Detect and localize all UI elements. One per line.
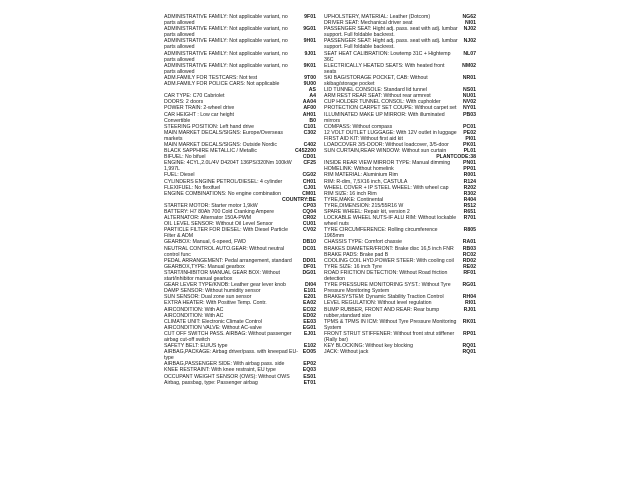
option-code: A4 (309, 93, 316, 100)
option-code: AA04 (302, 99, 316, 106)
option-code: E201 (303, 294, 316, 301)
option-code: PL01 (463, 148, 476, 155)
option-code: 9J01 (304, 50, 316, 57)
option-code: ET01 (303, 379, 316, 386)
option-description: CUT OFF SWITCH PASS. AIRBAG: Without passenger airbag cut-off switch (164, 330, 292, 343)
option-code: NV02 (463, 99, 476, 106)
option-row (324, 319, 476, 331)
option-description: RIM: R-dim, 7,5X16 inch, CASTULA (324, 178, 408, 185)
option-code: EE03 (303, 318, 316, 325)
option-code: 9H01 (303, 38, 316, 45)
option-code: C101 (303, 123, 316, 130)
option-description: TYRE PRESSURE MONITORING SYST.: Without Tyre Pressure Monitoring System (324, 282, 451, 295)
option-row (324, 51, 476, 63)
option-description: SPARE WHEEL: Repair kit, version 2 (324, 209, 410, 215)
option-code: RQ01 (462, 343, 476, 350)
option-description: ADM.FAMILY FOR POLICE CARS: Not applicable (164, 81, 280, 88)
option-code: C452200 (294, 148, 316, 155)
option-code: RE02 (463, 263, 476, 270)
option-code: RP01 (463, 330, 476, 337)
option-description: SAFETY BELT: EU/US type (164, 343, 228, 350)
option-description: CYLINDERS ENGINE PETROL/DIESEL: 4 cylinder (164, 178, 283, 185)
option-description: JACK: Without jack (324, 349, 369, 356)
option-description: STARTER MOTOR: Starter motor 1,9kW (164, 202, 258, 209)
option-description: TYRE CIRCUMFERENCE: Rolling circumference 1965mm (324, 227, 438, 240)
option-code: 9F01 (304, 14, 316, 20)
option-code: EQ03 (302, 367, 316, 374)
option-row (324, 112, 476, 124)
option-code: CF25 (303, 160, 316, 167)
option-description: SEAT HEAT CALIBRATION: Lowtemp 31C + Hightemp 36C (324, 50, 451, 63)
option-description: KNEE RESTRAINT: With knee restraint, EU type (164, 367, 276, 374)
option-code: RQ01 (462, 349, 476, 356)
option-row (324, 270, 476, 282)
option-description: BATTERY: H7 80Ah 700 Cold Cranking Ampere (164, 209, 274, 215)
option-code: PN01 (463, 160, 476, 167)
option-description: PASSENGER SEAT: Hight adj. pass. seat with adj. lumbar support. Full foldable backrest. (324, 26, 458, 39)
option-description: CHASSIS TYPE: Comfort chassie (324, 239, 403, 246)
option-description: ADMINISTRATIVE FAMILY: Not applicable variant, no parts allowed (164, 14, 288, 27)
option-code: NS01 (463, 87, 476, 94)
option-description: HOMELINK: Without homelink (324, 166, 394, 173)
option-code-sheet (164, 14, 476, 474)
option-code: R701 (463, 215, 476, 222)
option-description: NEUTRAL CONTROL AUTO.GEAR: Without neutral control func (164, 245, 285, 258)
option-code: RF01 (463, 269, 476, 276)
option-row (324, 215, 476, 227)
option-code: R404 (463, 196, 476, 203)
option-code: NU01 (462, 93, 476, 100)
option-description: ROAD FRICTION DETECTION: Without Road friction detection (324, 269, 448, 283)
option-description: PEDAL ARRANGEMENT: Pedal arrangement, standard (164, 257, 292, 264)
option-code: PK01 (463, 141, 476, 148)
option-code: CD01 (302, 154, 316, 161)
option-row (164, 270, 316, 282)
option-code: NJ02 (463, 38, 476, 45)
option-description: CAR TYPE: C70 Cabriolet (164, 93, 225, 100)
option-code: COUNTRY:BE (281, 196, 316, 203)
option-description: DAMP SENSOR: Without humidity sensor (164, 288, 261, 295)
option-code: CJ01 (303, 184, 316, 191)
option-description: SKI BAG/STORAGE POCKET, CAB: Without skibag/storage pocket (324, 74, 428, 88)
option-code: E102 (303, 343, 316, 350)
option-code: CV02 (303, 227, 316, 234)
option-row (324, 282, 476, 294)
option-row (164, 81, 316, 87)
option-code: RG01 (462, 282, 476, 289)
option-description: OIL LEVEL SENSOR: Without Oil Level Sensor (164, 221, 273, 228)
option-row (324, 227, 476, 239)
option-description: CLIMATE UNIT: Electronic Climate Control (164, 318, 262, 325)
option-code: EG01 (302, 324, 316, 331)
option-code: ED02 (303, 312, 316, 319)
option-code: NY01 (463, 105, 476, 112)
option-description: PASSENGER SEAT: Hight adj. pass. seat with adj. lumbar support. Full foldable backrest. (324, 38, 458, 51)
option-description: MAIN MARKET DECALS/SIGNS: Outside Nordic (164, 141, 277, 148)
option-row (164, 38, 316, 50)
option-description: AIRCONDITION VALVE: Without AC-valve (164, 324, 262, 331)
right-column (324, 14, 476, 355)
option-description: DRIVER SEAT: Mechanical driver seat (324, 20, 413, 27)
option-code: CH01 (302, 178, 316, 185)
option-description: UPHOLSTERY, MATERIAL: Leather (Dotcom) (324, 14, 431, 20)
option-code: CG02 (302, 172, 316, 179)
option-code: NR01 (462, 74, 476, 81)
option-row (164, 130, 316, 142)
option-code: NM02 (462, 62, 476, 69)
option-description: BRAKESYSTEM: Dynamic Stability Traction Control (324, 294, 444, 301)
option-code: DC01 (302, 245, 316, 252)
option-code: AS (308, 87, 316, 94)
option-code: R202 (463, 184, 476, 191)
option-description: LOADCOVER 3/5-DOOR: Without loadcover, 3/5-door (324, 141, 449, 148)
option-description: WHEEL COVER + IP STEEL WHEEL: With wheel cap (324, 184, 449, 191)
option-row (164, 26, 316, 38)
option-code: RC02 (462, 251, 476, 258)
option-description: RIM SIZE: 16 inch Rim (324, 190, 377, 197)
option-code: C302 (303, 129, 316, 136)
option-description: ADM.FAMILY FOR TESTCARS: Not test (164, 74, 258, 81)
option-row (164, 380, 316, 386)
option-code: AF00 (303, 105, 316, 112)
option-description: AIRCONDITION: With AC (164, 306, 224, 313)
option-description: PROTECTION CARPET SET COUPE: Without carpet set (324, 105, 457, 112)
option-code: DB10 (302, 239, 316, 246)
option-code: DF01 (303, 263, 316, 270)
option-code: AH01 (302, 111, 316, 118)
option-code: B0 (309, 117, 316, 124)
option-row (164, 63, 316, 75)
option-description: LID TUNNEL CONSOLE: Standard lid tunnel (324, 87, 427, 94)
option-description: DOORS: 2 doors (164, 99, 204, 106)
option-description: ILLUMINATED MAKE UP MIRROR: With illuminated mirrors (324, 111, 445, 124)
option-code: RA01 (462, 239, 476, 246)
option-code: R124 (463, 178, 476, 185)
left-column (164, 14, 316, 386)
option-code: PE02 (463, 129, 476, 136)
option-description: POWER TRAIN: 2-wheel drive (164, 105, 235, 112)
option-description: CAR HEIGHT : Low car height (164, 111, 234, 118)
option-description: BLACK SAPPHIRE METALLIC / Metallic (164, 148, 258, 155)
option-description: CUP HOLDER TUNNEL CONSOL: With cupholder (324, 99, 441, 106)
option-description: FUEL: Diesel (164, 172, 195, 179)
option-code: ES01 (303, 373, 316, 380)
option-code: RH04 (462, 294, 476, 301)
option-description: START/INHIBITOR MANUAL GEAR BOX: Without start/inhibitor manual gearbox (164, 269, 280, 283)
option-description: COOLING COIL HYD.POWER STEER: With cooling coil (324, 257, 454, 264)
option-description: TPMS & TPMS IN ICM: Without Tyre Pressure Monitoring System (324, 318, 457, 331)
option-code: EO05 (302, 349, 316, 356)
option-code: DI04 (305, 282, 316, 289)
option-row (324, 349, 476, 355)
option-code: EJ01 (303, 330, 316, 337)
option-row (324, 26, 476, 38)
option-description: OCCUPANT WEIGHT SENSOR (OWS): Without OWS (164, 373, 290, 380)
option-description: ELECTRICALLY HEATED SEATS: With heated front seats (324, 62, 445, 75)
option-code: EA02 (303, 300, 316, 307)
option-row (164, 246, 316, 258)
option-description: BUMP RUBBER, FRONT AND REAR: Rear bump rubber,standard size (324, 306, 440, 319)
option-code: R651 (463, 209, 476, 215)
option-description: SUN SENSOR: Dual zone sun sensor (164, 294, 252, 301)
option-code: PLANTCODE:38 (436, 154, 476, 161)
option-code: NG62 (462, 14, 476, 20)
option-code: NL07 (463, 50, 476, 57)
option-description: FLEXIFUEL: No flexifuel (164, 184, 221, 191)
option-code: CU01 (302, 221, 316, 228)
option-description: LOCKABLE WHEEL NUTS-IF ALU RIM: Without lockable wheel nuts (324, 215, 457, 228)
option-code: R001 (463, 172, 476, 179)
option-code: PB03 (463, 111, 476, 118)
option-description: Airbag, passbag, type: Passenger airbag (164, 379, 258, 386)
option-description: ADMINISTRATIVE FAMILY: Not applicable variant, no parts allowed (164, 38, 288, 51)
option-description: ARM REST REAR SEAT: Without rear armrest (324, 93, 431, 100)
option-description: KEY BLOCKING: Without key blocking (324, 343, 413, 350)
option-description: STEERING POSITION: Left hand drive (164, 123, 254, 130)
option-row (324, 63, 476, 75)
option-description: AIRCONDITION: With AC (164, 312, 224, 319)
option-code: NJ02 (463, 26, 476, 33)
option-description: GEARBOX: Manual, 6-speed, FWD (164, 239, 246, 246)
option-row (164, 227, 316, 239)
option-code: PI01 (465, 135, 476, 142)
option-code: C402 (303, 141, 316, 148)
option-code: RB03 (462, 245, 476, 252)
option-description: GEAR LEVER TYPE/KNOB: Leather gear lever knob (164, 282, 286, 289)
option-description: BRAKES DIAMETER/FRONT: Brake disc 16,5 inch FNR (324, 245, 454, 252)
option-code: DG01 (302, 269, 316, 276)
option-description: COMPASS: Without compass (324, 123, 393, 130)
option-description: 12 VOLT OUTLET LUGGAGE: With 12V outlet in luggage (324, 129, 457, 136)
option-description: ENGINE: 4CYL,2.0L/4V D4204T 136PS/320Nm 100kW 1,997L (164, 160, 292, 173)
option-description: ADMINISTRATIVE FAMILY: Not applicable variant, no parts allowed (164, 50, 288, 63)
option-code: CQ04 (302, 209, 316, 215)
option-row (324, 307, 476, 319)
option-code: CP03 (303, 202, 316, 209)
option-code: RK01 (462, 318, 476, 325)
option-description: Convertible (164, 117, 191, 124)
option-description: ADMINISTRATIVE FAMILY: Not applicable variant, no parts allowed (164, 62, 288, 75)
option-description: TYRE,MAKE: Continental (324, 196, 384, 203)
option-code: RD02 (462, 257, 476, 264)
option-description: AIRBAG,PACKAGE: Airbag driver/pass. with kneepad EU-type (164, 349, 298, 362)
option-row (324, 331, 476, 343)
option-description: TYRE SIZE: 16 inch Tyre (324, 263, 382, 270)
option-code: DD01 (302, 257, 316, 264)
option-code: RJ01 (463, 306, 476, 313)
option-description: MAIN MARKET DECALS/SIGNS: Europe/Overseas markets (164, 129, 283, 142)
option-code: 9U00 (303, 81, 316, 88)
option-description: ALTERNATOR: Alternator 150A-PWM (164, 215, 252, 222)
option-code: R512 (463, 202, 476, 209)
option-code: EC02 (303, 306, 316, 313)
option-code: E101 (303, 288, 316, 295)
option-code: R302 (463, 190, 476, 197)
option-code: NI01 (465, 20, 476, 27)
option-description: GEARBOX,TYPE: Manual gearbox (164, 263, 245, 270)
option-row (164, 331, 316, 343)
option-code: R805 (463, 227, 476, 234)
option-row (164, 349, 316, 361)
option-code: CM01 (302, 190, 316, 197)
option-row (164, 51, 316, 63)
option-description: EXTRA HEATER: With Positive Temp. Contr. (164, 300, 267, 307)
option-description: ADMINISTRATIVE FAMILY: Not applicable variant, no parts allowed (164, 26, 288, 39)
option-description: RIM MATERIAL: Aluminium Rim (324, 172, 398, 179)
option-code: 9T00 (304, 74, 316, 81)
option-description: AIRBAG,PASSENGER SIDE: With airbag pass. side (164, 361, 285, 368)
option-description: SUN CURTAIN,REAR WINDOW: Without sun curtain (324, 148, 447, 155)
option-description: BRAKE PADS: Brake pad B (324, 251, 389, 258)
option-code: RI01 (465, 300, 476, 307)
option-description: TYRE,DIMENSION: 215/55R16 W (324, 202, 404, 209)
option-code: 9K01 (303, 62, 316, 69)
option-description: INSIDE REAR VIEW MIRROR TYPE: Manual dimming (324, 160, 451, 167)
option-code: EP02 (303, 361, 316, 368)
option-row (164, 14, 316, 26)
option-code: CR02 (302, 215, 316, 222)
option-code: PP01 (463, 166, 476, 173)
option-row (164, 160, 316, 172)
option-description: LEVEL REGULATION: Without level regulation (324, 300, 432, 307)
option-description: FRONT STRUT STIFFENER: Without front strut stiffener (Rally bar) (324, 330, 455, 343)
option-description: BIFUEL: No bifuel (164, 154, 206, 161)
option-code: 9G01 (303, 26, 316, 33)
option-description: PARTICLE FILTER FOR DIESEL: With Diesel Particle Filter & ADM (164, 227, 288, 240)
option-description: FIRST AID KIT: Without first aid kit (324, 135, 403, 142)
option-row (324, 75, 476, 87)
option-code: PC01 (463, 123, 476, 130)
option-row (324, 38, 476, 50)
option-description: ENGINE COMBINATIONS: No engine combination (164, 190, 281, 197)
